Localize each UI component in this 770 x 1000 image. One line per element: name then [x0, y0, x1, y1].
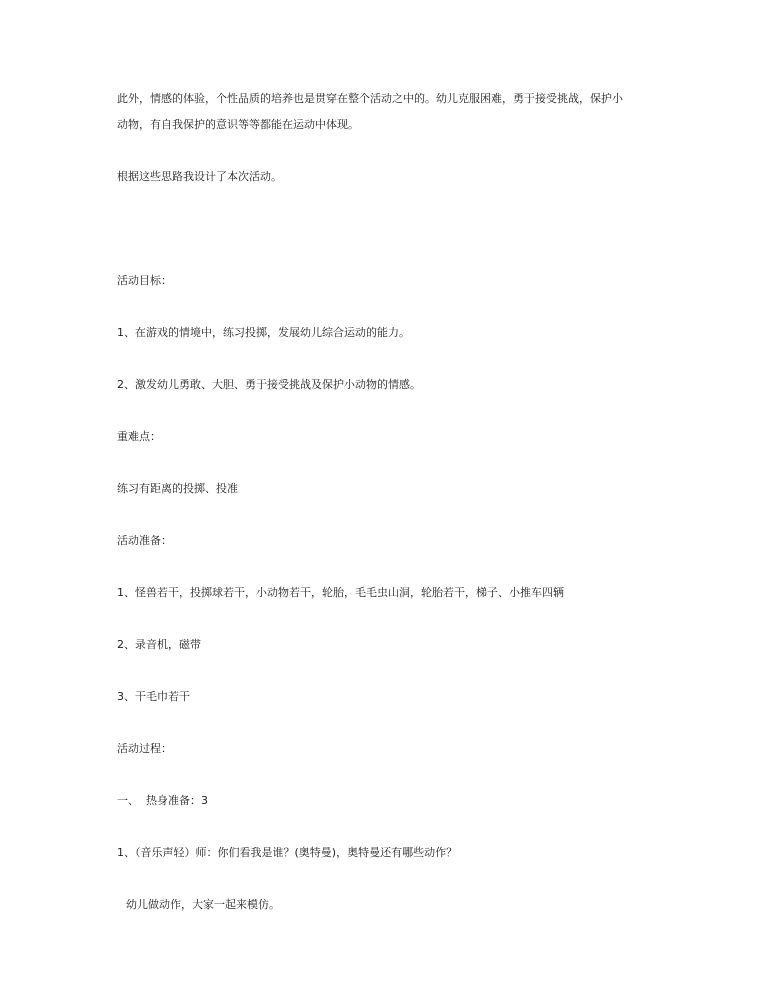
paragraph-intro-line-2: 动物，有自我保护的意识等等都能在运动中体现。	[117, 118, 359, 131]
key-points-text: 练习有距离的投掷、投准	[117, 482, 238, 495]
process-step-1: 一、 热身准备：3	[117, 794, 208, 807]
process-step-1-action: 幼儿做动作，大家一起来模仿。	[126, 898, 280, 911]
process-step-1-detail: 1、（音乐声轻）师：你们看我是谁？(奥特曼)，奥特曼还有哪些动作？	[117, 846, 458, 859]
heading-activity-goals: 活动目标：	[117, 274, 172, 287]
goal-item-1: 1、在游戏的情境中，练习投掷，发展幼儿综合运动的能力。	[117, 326, 410, 339]
heading-key-points: 重难点：	[117, 430, 161, 443]
paragraph-design-note: 根据这些思路我设计了本次活动。	[117, 170, 282, 183]
heading-process: 活动过程：	[117, 742, 172, 755]
heading-preparation: 活动准备：	[117, 534, 172, 547]
goal-item-2: 2、激发幼儿勇敢、大胆、勇于接受挑战及保护小动物的情感。	[117, 378, 421, 391]
preparation-item-2: 2、录音机，磁带	[117, 638, 201, 651]
preparation-item-1: 1、怪兽若干，投掷球若干，小动物若干，轮胎，毛毛虫山洞，轮胎若干，梯子、小推车四辆	[117, 586, 564, 599]
paragraph-intro-line-1: 此外，情感的体验，个性品质的培养也是贯穿在整个活动之中的。幼儿克服困难，勇于接受挑战，保护小	[117, 92, 623, 105]
preparation-item-3: 3、干毛巾若干	[117, 690, 190, 703]
